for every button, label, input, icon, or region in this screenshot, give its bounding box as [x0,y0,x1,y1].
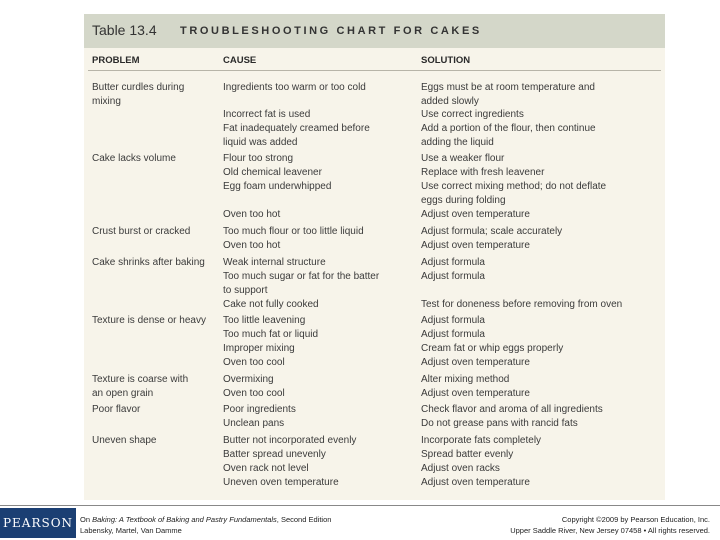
solution-cell: Adjust formula; scale accurately [421,226,563,237]
problem-cell: Crust burst or cracked [92,226,191,237]
cause-cell: Weak internal structure [223,257,326,268]
solution-cell: Add a portion of the flour, then continue adding the liquid [421,123,596,148]
solution-cell: Use correct ingredients [421,109,524,120]
table-number: Table 13.4 [92,22,157,38]
solution-cell: Spread batter evenly [421,449,514,460]
problem-cell: Uneven shape [92,435,157,446]
copyright-notice [510,514,710,536]
cause-cell: Flour too strong [223,153,294,164]
solution-cell: Alter mixing method [421,374,510,385]
solution-cell: Test for doneness before removing from oven [421,299,623,310]
pearson-logo: PEARSON [0,508,76,538]
cause-cell: Oven too hot [223,240,281,251]
solution-cell: Adjust oven racks [421,463,500,474]
book-edition: , Second Edition [276,515,332,524]
solution-cell: Adjust formula [421,315,485,326]
cause-cell: Too much flour or too little liquid [223,226,364,237]
solution-cell: Adjust oven temperature [421,357,530,368]
cause-cell: Unclean pans [223,418,285,429]
problem-cell: Cake lacks volume [92,153,176,164]
cause-cell: Incorrect fat is used [223,109,311,120]
cause-cell: Oven too cool [223,388,285,399]
cause-cell: Uneven oven temperature [223,477,339,488]
solution-cell: Adjust formula [421,271,485,282]
cause-cell: Poor ingredients [223,404,296,415]
solution-cell: Adjust oven temperature [421,477,530,488]
solution-cell: Adjust formula [421,257,485,268]
footer-divider [0,505,720,506]
problem-cell: Texture is dense or heavy [92,315,206,326]
book-title: Baking: A Textbook of Baking and Pastry Fundamentals [92,515,277,524]
cause-cell: Butter not incorporated evenly [223,435,357,446]
header-rule [88,70,661,71]
cause-cell: Ingredients too warm or too cold [223,82,366,93]
cause-cell: Oven rack not level [223,463,309,474]
solution-cell: Do not grease pans with rancid fats [421,418,578,429]
cause-cell: Cake not fully cooked [223,299,319,310]
cause-cell: Oven too cool [223,357,285,368]
problem-cell: Butter curdles during mixing [92,82,185,107]
solution-cell: Use correct mixing method; do not deflate eggs during folding [421,181,607,206]
solution-cell: Cream fat or whip eggs properly [421,343,564,354]
solution-cell: Adjust oven temperature [421,388,530,399]
copyright-line-1: Copyright ©2009 by Pearson Education, Inc. [561,515,710,524]
cause-cell: Oven too hot [223,209,281,220]
header-solution: SOLUTION [421,55,471,66]
cause-cell: Too little leavening [223,315,306,326]
table-title-band [84,14,665,48]
cause-cell: Too much fat or liquid [223,329,319,340]
solution-cell: Adjust formula [421,329,485,340]
book-citation [80,514,331,536]
cause-cell: Batter spread unevenly [223,449,326,460]
cause-cell: Fat inadequately creamed before liquid was added [223,123,370,148]
book-authors: Labensky, Martel, Van Damme [80,526,182,535]
cause-cell: Egg foam underwhipped [223,181,332,192]
copyright-line-2: Upper Saddle River, New Jersey 07458 • All rights reserved. [510,526,710,535]
cause-cell: Improper mixing [223,343,295,354]
solution-cell: Adjust oven temperature [421,209,530,220]
solution-cell: Incorporate fats completely [421,435,542,446]
troubleshooting-table [84,14,665,500]
solution-cell: Adjust oven temperature [421,240,530,251]
table-title: TROUBLESHOOTING CHART FOR CAKES [180,25,482,37]
cause-cell: Too much sugar or fat for the batter to support [223,271,380,296]
solution-cell: Eggs must be at room temperature and added slowly [421,82,595,107]
cause-cell: Old chemical leavener [223,167,322,178]
problem-cell: Cake shrinks after baking [92,257,205,268]
header-cause: CAUSE [223,55,257,66]
header-problem: PROBLEM [92,55,140,66]
problem-cell: Texture is coarse with an open grain [92,374,189,399]
problem-cell: Poor flavor [92,404,141,415]
cause-cell: Overmixing [223,374,274,385]
solution-cell: Use a weaker flour [421,153,505,164]
cite-prefix: On [80,515,93,524]
solution-cell: Replace with fresh leavener [421,167,545,178]
solution-cell: Check flavor and aroma of all ingredients [421,404,603,415]
